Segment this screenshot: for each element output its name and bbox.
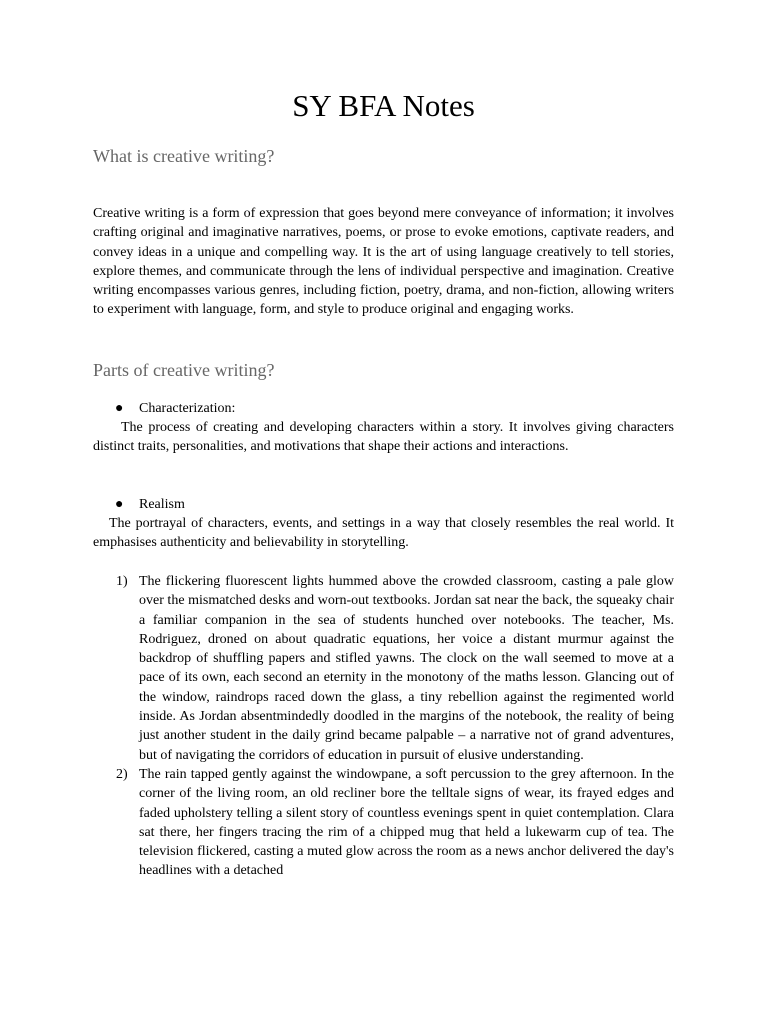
document-title: SY BFA Notes [292,88,475,123]
list-item-number: 1) [116,574,128,589]
bullet-label-realism: Realism [139,497,185,512]
realism-examples-list [93,572,674,881]
realism-description: The portrayal of characters, events, and settings in a way that closely resembles the real world. It emphasises authenticity and believability in storytelling. [93,516,674,551]
list-item-text: The rain tapped gently against the windowpane, a soft percussion to the grey afternoon. In the corner of the living room, an old recliner bore the telltale signs of wear, its frayed edges and faded upholstery telling a silent story of countless evenings spent in quiet contemplation. Clara sat there, her fingers tracing the rim of a chipped mug that held a lukewarm cup of tea. The television flickered, casting a muted glow across the room as a news anchor delivered the day's headlines with a detached [139,766,674,879]
bullet-characterization [115,399,235,418]
bullet-label-characterization: Characterization: [139,401,236,416]
intro-paragraph: Creative writing is a form of expression that goes beyond mere conveyance of information; it involves crafting original and imaginative narratives, poems, or prose to evoke emotions, captivate readers, and convey ideas in a unique and compelling way. It is the art of using language creatively to tell stories, explore themes, and communicate through the lens of individual perspective and imagination. Creative writing encompasses various genres, including fiction, poetry, drama, and non-fiction, allowing writers to experiment with language, form, and style to produce original and engaging works. [93,206,674,318]
bullet-marker: ● [115,497,124,512]
list-item-number: 2) [116,766,128,782]
characterization-description: The process of creating and developing characters within a story. It involves giving characters distinct traits, personalities, and motivations that shape their actions and interactions. [93,420,674,455]
bullet-marker: ● [115,401,124,416]
list-item-text: The flickering fluorescent lights hummed above the crowded classroom, casting a pale glow over the mismatched desks and worn-out textbooks. Jordan sat near the back, the squeaky chair a familiar companion in the sea of students hunched over notebooks. The teacher, Ms. Rodriguez, droned on about quadratic equations, her voice a distant murmur against the backdrop of shuffling papers and stifled yawns. The clock on the wall seemed to move at a pace of its own, each second an eternity in the monotony of the maths lesson. Glancing out of the window, raindrops raced down the glass, a tiny rebellion against the regimented world inside. As Jordan absentmindedly doodled in the margins of the notebook, the reality of being just another student in the daily grind became palpable – a narrative not of grand adventures, but of navigating the corridors of education in pursuit of elusive understanding. [139,574,674,763]
list-item [93,572,674,765]
bullet-realism [115,495,185,514]
section-heading-parts-of-creative-writing: Parts of creative writing? [93,360,275,380]
list-item [93,765,674,881]
section-heading-what-is-creative-writing: What is creative writing? [93,146,275,166]
